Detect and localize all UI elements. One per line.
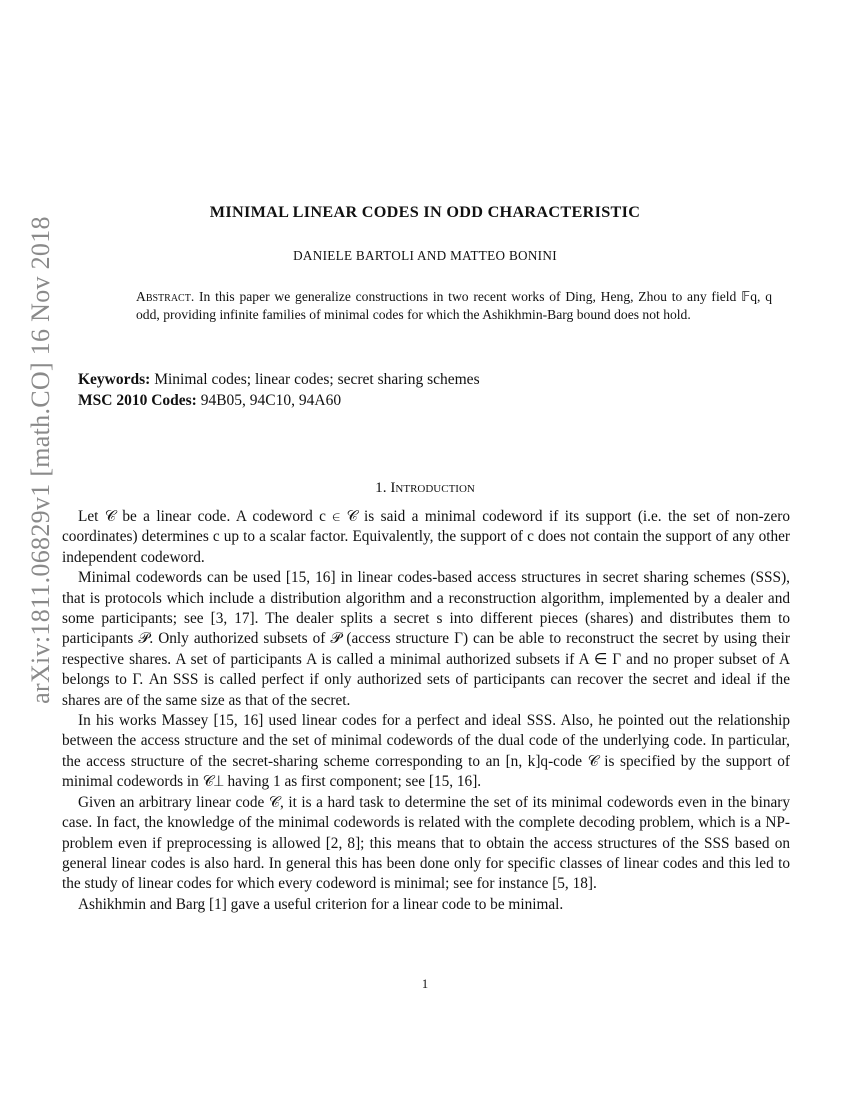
abstract-text: In this paper we generalize constructions in two recent works of Ding, Heng, Zhou to any field 𝔽q, q odd, providing infinite families of minimal codes for which the Ashikhmin-Barg bound does not hold. xyxy=(136,289,772,322)
paragraph: Given an arbitrary linear code 𝒞, it is a hard task to determine the set of its minimal codewords even in the binary case. In fact, the knowledge of the minimal codewords is related with the complete decoding problem, which is a NP-problem even if preprocessing is allowed [2, 8]; this means that to obtain the access structures of the SSS based on general linear codes is also hard. In general this has been done only for specific classes of linear codes and this led to the study of linear codes for which every codeword is minimal; see for instance [5, 18]. xyxy=(62,793,790,893)
page-number: 1 xyxy=(421,977,429,991)
section-number: 1. xyxy=(375,479,387,496)
arxiv-sidebar-stamp xyxy=(20,216,62,704)
msc-line xyxy=(78,390,480,411)
keywords-label: Keywords: xyxy=(78,371,151,388)
msc-label: MSC 2010 Codes: xyxy=(78,392,197,409)
paper-authors: DANIELE BARTOLI AND MATTEO BONINI xyxy=(293,248,557,263)
section-title: Introduction xyxy=(390,479,475,496)
paragraph: Ashikhmin and Barg [1] gave a useful criterion for a linear code to be minimal. xyxy=(78,895,564,913)
paper-title: MINIMAL LINEAR CODES IN ODD CHARACTERISTIC xyxy=(209,203,641,221)
paragraph: Minimal codewords can be used [15, 16] in linear codes-based access structures in secret sharing schemes (SSS), that is protocols which include a distribution algorithm and a reconstruction algorithm, implemented by a dealer and some participants; see [3, 17]. The dealer splits a secret s into different pieces (shares) and distributes them to participants 𝒫. Only authorized subsets of 𝒫 (access structure Γ) can be able to reconstruct the secret by using their respective shares. A set of participants A is called a minimal authorized subsets if A ∈ Γ and no proper subset of A belongs to Γ. An SSS is called perfect if only authorized sets of participants can recover the secret and ideal if the shares are of the same size as that of the secret. xyxy=(62,569,790,709)
body-text xyxy=(62,507,790,915)
paragraph: Let 𝒞 be a linear code. A codeword c ∈ 𝒞 is said a minimal codeword if its support (i.e. the set of non-zero coordinates) determines c up to a scalar factor. Equivalently, the support of c does not contain the support of any other independent codeword. xyxy=(62,508,790,566)
section-heading xyxy=(0,479,850,497)
arxiv-id: arXiv:1811.06829v1 [math.CO] 16 Nov 2018 xyxy=(26,216,55,704)
keywords-block xyxy=(78,369,480,411)
abstract-label: Abstract. xyxy=(136,289,195,304)
keywords-line xyxy=(78,369,480,390)
msc-value: 94B05, 94C10, 94A60 xyxy=(200,392,342,409)
keywords-value: Minimal codes; linear codes; secret sharing schemes xyxy=(154,371,480,388)
abstract xyxy=(136,288,772,323)
paragraph: In his works Massey [15, 16] used linear codes for a perfect and ideal SSS. Also, he pointed out the relationship between the access structure and the set of minimal codewords of the dual code of the underlying code. In particular, the access structure of the secret-sharing scheme corresponding to an [n, k]q-code 𝒞 is specified by the support of minimal codewords in 𝒞⊥ having 1 as first component; see [15, 16]. xyxy=(62,712,790,791)
